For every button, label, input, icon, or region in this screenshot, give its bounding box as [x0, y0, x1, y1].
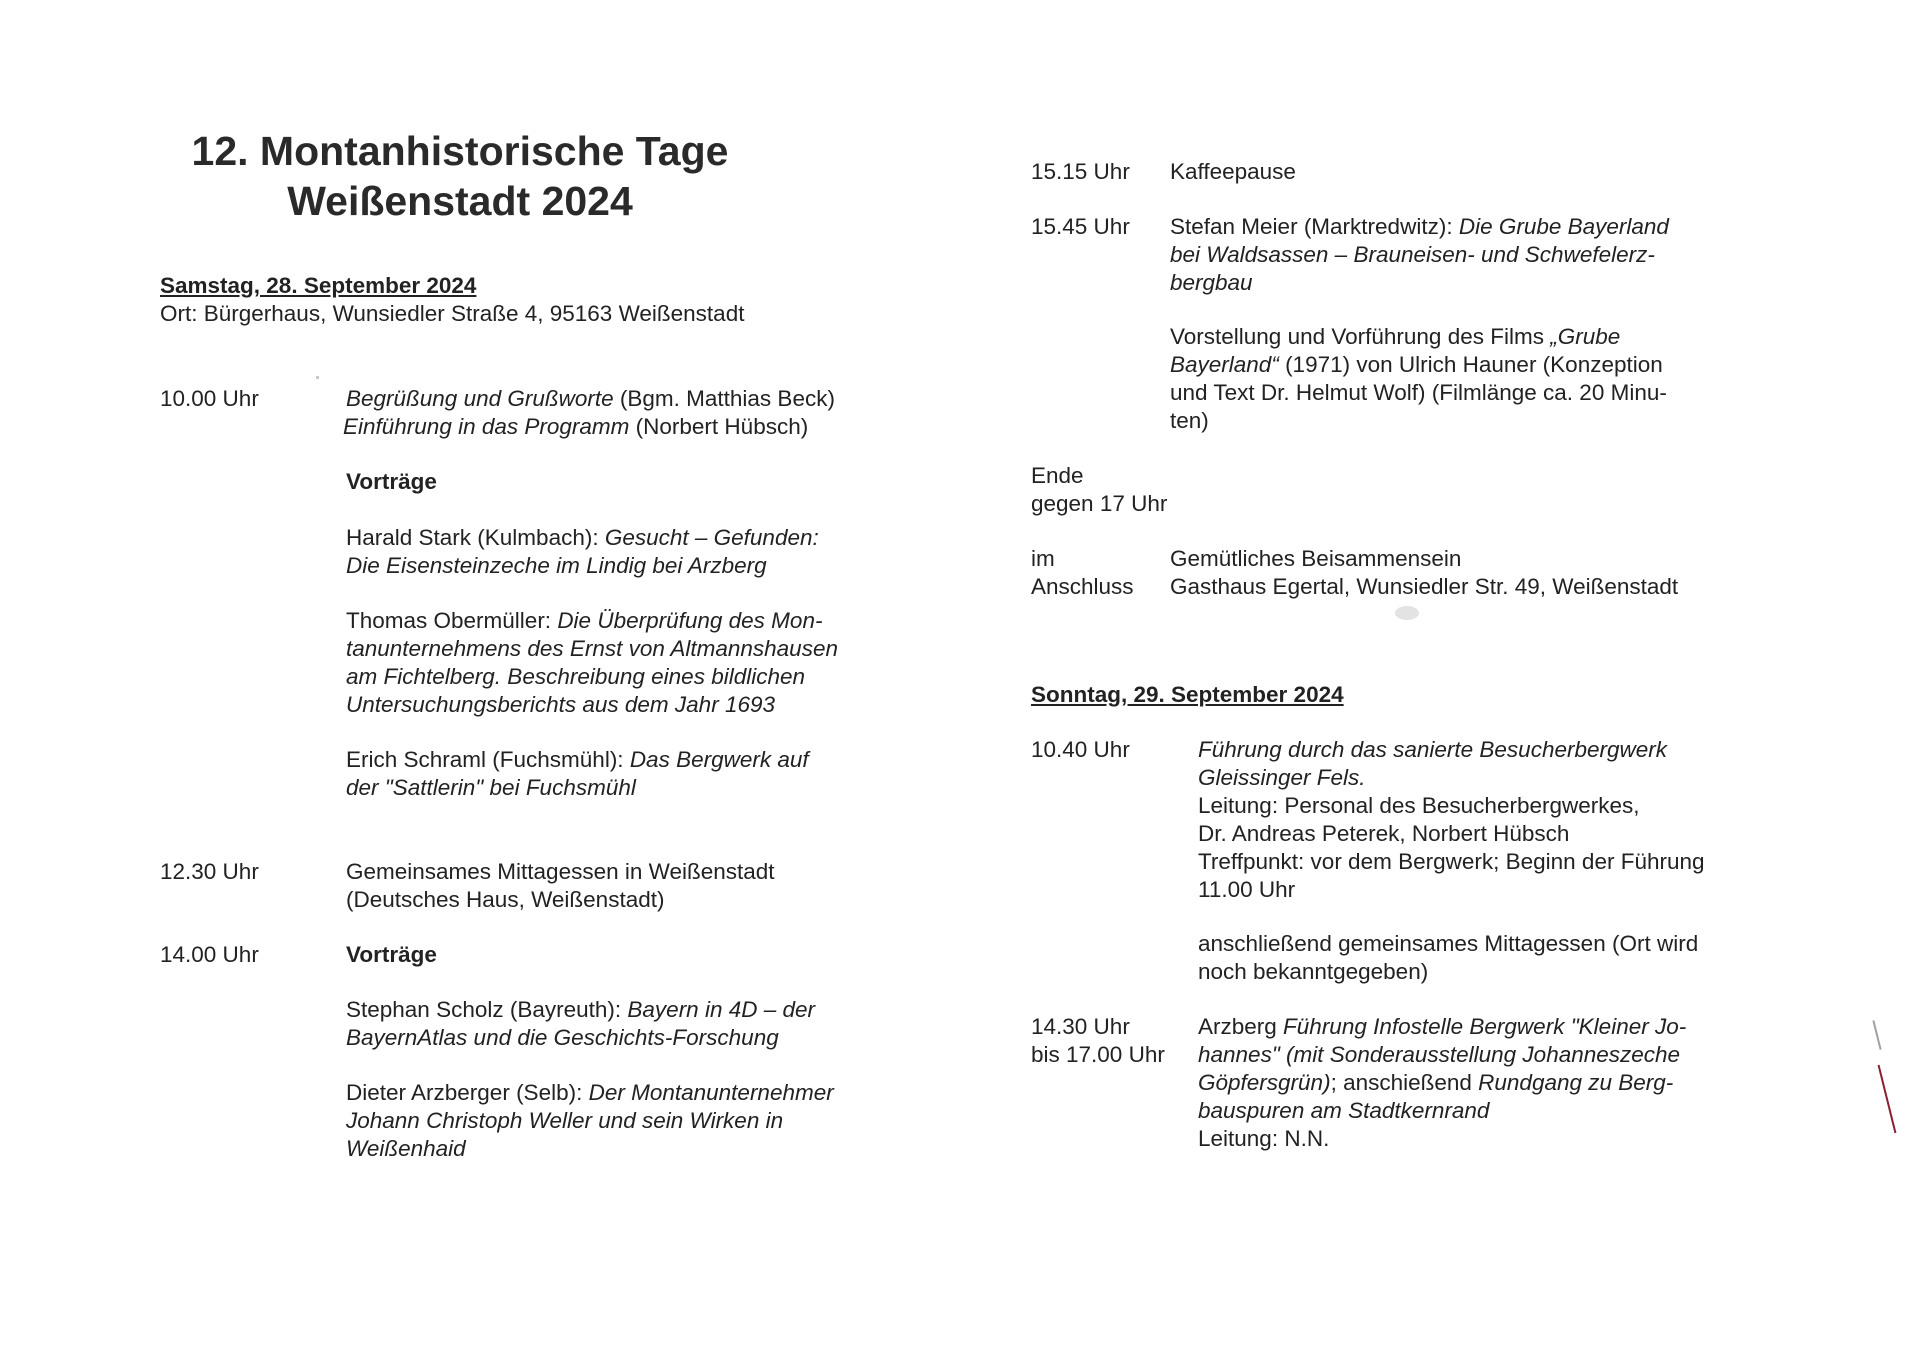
talk-title-cont: Weißenhaid: [346, 1136, 466, 1161]
talk-speaker: Dieter Arzberger (Selb):: [346, 1080, 589, 1105]
afterwards-text: [1170, 545, 1678, 601]
tour-title-cont: hannes" (mit Sonderausstellung Johanneszeche: [1198, 1042, 1681, 1067]
talk-meier: [1170, 213, 1669, 297]
lunch-sunday: [1198, 930, 1698, 986]
walk-title: Rundgang zu Berg-: [1478, 1070, 1674, 1095]
afterwards-label-l2: Anschluss: [1031, 574, 1134, 599]
tour-arzberg-lead: Leitung: N.N.: [1198, 1126, 1330, 1151]
tour-title: Führung durch das sanierte Besucherbergwerk: [1198, 737, 1668, 762]
end-time: [1031, 462, 1167, 518]
welcome-speaker: (Bgm. Matthias Beck): [613, 386, 835, 411]
get-together: Gemütliches Beisammensein: [1170, 546, 1462, 571]
talk-title-cont: bergbau: [1170, 270, 1253, 295]
time-1430-end: bis 17.00 Uhr: [1031, 1042, 1165, 1067]
tour-place: Arzberg: [1198, 1014, 1284, 1039]
coffee-break: Kaffeepause: [1170, 159, 1296, 184]
page-title: [150, 126, 770, 226]
film-intro: Vorstellung und Vorführung des Films: [1170, 324, 1551, 349]
scan-speck: [316, 376, 319, 379]
talk-speaker: Harald Stark (Kulmbach):: [346, 525, 605, 550]
time-1000: 10.00 Uhr: [160, 386, 259, 411]
tour-start-time: 11.00 Uhr: [1198, 877, 1296, 902]
time-1545: 15.45 Uhr: [1031, 214, 1130, 239]
talk-title-cont: BayernAtlas und die Geschichts-Forschung: [346, 1025, 779, 1050]
walk-title-cont: bauspuren am Stadtkernrand: [1198, 1098, 1490, 1123]
talk-title-cont: der "Sattlerin" bei Fuchsmühl: [346, 775, 636, 800]
tour-title-end: Göpfersgrün): [1198, 1070, 1331, 1095]
talk-schraml: [346, 746, 809, 802]
film-credits-cont: und Text Dr. Helmut Wolf) (Filmlänge ca. 20 Minu-: [1170, 380, 1667, 405]
talk-title-cont: Johann Christoph Weller und sein Wirken in: [346, 1108, 784, 1133]
tour-arzberg: [1198, 1013, 1686, 1153]
time-1230: 12.30 Uhr: [160, 859, 259, 884]
talk-speaker: Stefan Meier (Marktredwitz):: [1170, 214, 1459, 239]
lectures-heading-afternoon: Vorträge: [346, 942, 437, 967]
talk-title-cont: Die Eisensteinzeche im Lindig bei Arzberg: [346, 553, 767, 578]
talk-obermueller: [346, 607, 838, 719]
talk-title-cont: tanunternehmens des Ernst von Altmannshausen: [346, 636, 838, 661]
intro-speaker: (Norbert Hübsch): [629, 414, 809, 439]
time-1400: 14.00 Uhr: [160, 942, 259, 967]
sunday-heading: Sonntag, 29. September 2024: [1031, 682, 1344, 707]
talk-title: Das Bergwerk auf: [629, 747, 809, 772]
tour-meeting-point: Treffpunkt: vor dem Bergwerk; Beginn der Führung: [1198, 849, 1705, 874]
lunch-sunday-l1: anschließend gemeinsames Mittagessen (Ort wird: [1198, 931, 1699, 956]
talk-title: Gesucht – Gefunden:: [604, 525, 819, 550]
talk-stark: [346, 524, 819, 580]
welcome-title: Begrüßung und Grußworte: [346, 386, 614, 411]
talk-title-cont: Untersuchungsberichts aus dem Jahr 1693: [346, 692, 775, 717]
saturday-heading: Samstag, 28. September 2024: [160, 273, 477, 298]
time-1430: [1031, 1013, 1165, 1069]
end-value: gegen 17 Uhr: [1031, 491, 1168, 516]
intro-line: [343, 413, 808, 441]
talk-speaker: Erich Schraml (Fuchsmühl):: [346, 747, 630, 772]
lunch-sunday-l2: noch bekanntgegeben): [1198, 959, 1429, 984]
lunch-line: Gemeinsames Mittagessen in Weißenstadt: [346, 859, 775, 884]
film-title-cont: Bayerland“: [1170, 352, 1279, 377]
talk-title: Die Überprüfung des Mon-: [557, 608, 823, 633]
intro-title: Einführung in das Programm: [343, 414, 630, 439]
film-presentation: [1170, 323, 1667, 435]
tour-title: Führung Infostelle Bergwerk "Kleiner Jo-: [1283, 1014, 1687, 1039]
talk-speaker: Stephan Scholz (Bayreuth):: [346, 997, 628, 1022]
lunch-venue: (Deutsches Haus, Weißenstadt): [346, 887, 665, 912]
talk-arzberger: [346, 1079, 834, 1163]
tour-title-cont: Gleissinger Fels.: [1198, 765, 1366, 790]
talk-title: Der Montanunternehmer: [588, 1080, 834, 1105]
tour-besucherbergwerk: [1198, 736, 1705, 904]
film-title: „Grube: [1550, 324, 1621, 349]
talk-title-cont: am Fichtelberg. Beschreibung eines bildlichen: [346, 664, 806, 689]
film-credits-cont: ten): [1170, 408, 1209, 433]
tour-connector: ; anschießend: [1330, 1070, 1479, 1095]
time-1515: 15.15 Uhr: [1031, 159, 1130, 184]
lectures-heading-morning: Vorträge: [346, 469, 437, 494]
tour-lead: Leitung: Personal des Besucherbergwerkes,: [1198, 793, 1640, 818]
title-line-2: Weißenstadt 2024: [287, 178, 633, 224]
time-1040: 10.40 Uhr: [1031, 737, 1130, 762]
title-line-1: 12. Montanhistorische Tage: [191, 128, 729, 174]
talk-title: Bayern in 4D – der: [627, 997, 816, 1022]
talk-scholz: [346, 996, 815, 1052]
saturday-location: Ort: Bürgerhaus, Wunsiedler Straße 4, 95163 Weißenstadt: [160, 301, 745, 326]
time-1430-start: 14.30 Uhr: [1031, 1014, 1130, 1039]
tour-lead-cont: Dr. Andreas Peterek, Norbert Hübsch: [1198, 821, 1570, 846]
talk-speaker: Thomas Obermüller:: [346, 608, 558, 633]
talk-title-cont: bei Waldsassen – Brauneisen- und Schwefelerz-: [1170, 242, 1655, 267]
scan-smudge: [1395, 606, 1419, 620]
film-credits: (1971) von Ulrich Hauner (Konzeption: [1278, 352, 1663, 377]
get-together-venue: Gasthaus Egertal, Wunsiedler Str. 49, Weißenstadt: [1170, 574, 1679, 599]
afterwards-label-l1: im: [1031, 546, 1055, 571]
lunch-saturday: [346, 858, 775, 914]
end-label: Ende: [1031, 463, 1084, 488]
welcome-line: [346, 385, 835, 413]
scan-mark: [1878, 1065, 1897, 1133]
talk-title: Die Grube Bayerland: [1458, 214, 1669, 239]
afterwards-label: [1031, 545, 1134, 601]
scan-mark: [1872, 1020, 1881, 1050]
